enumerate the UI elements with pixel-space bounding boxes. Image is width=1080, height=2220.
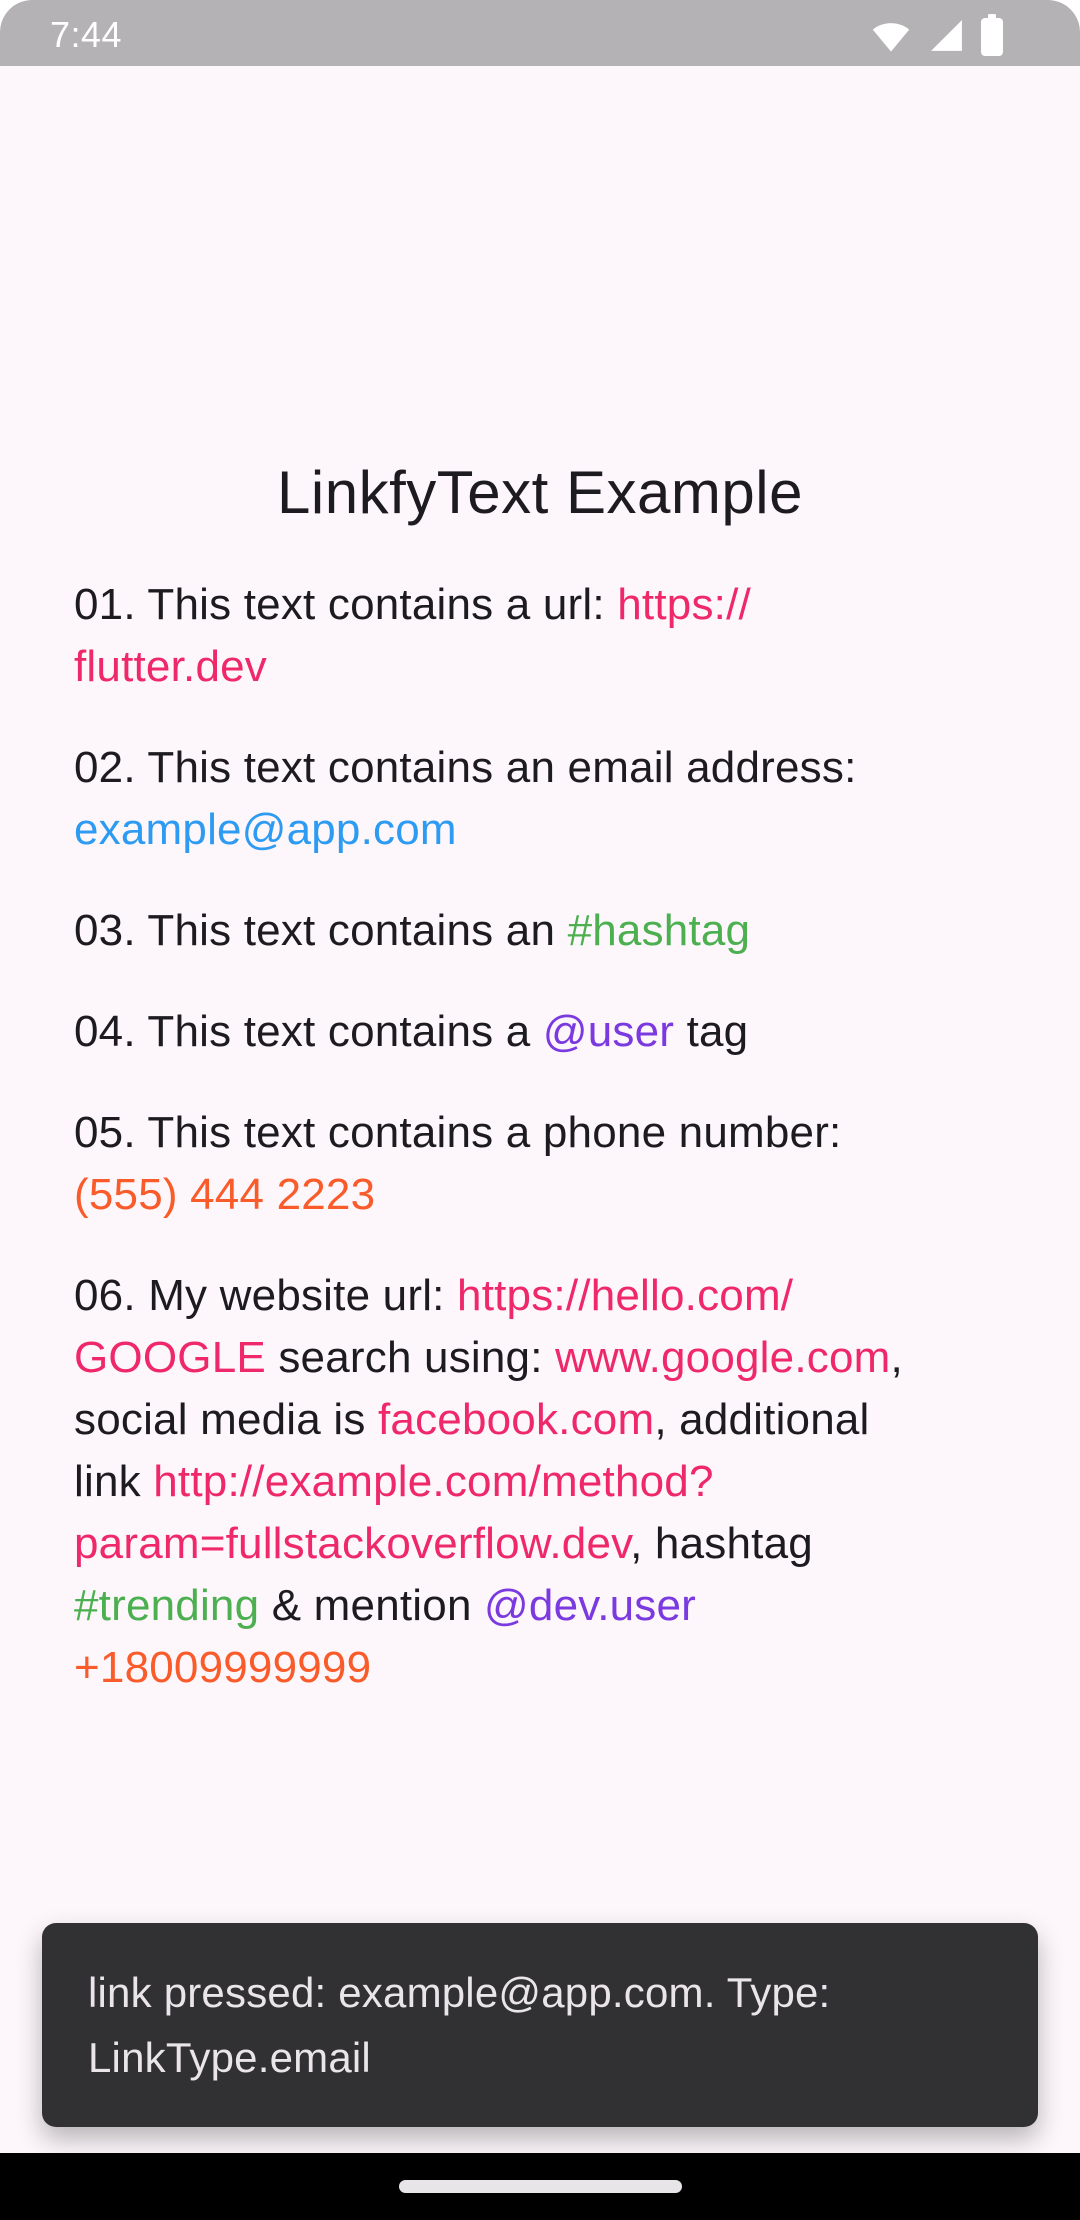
snackbar [42, 1923, 1038, 2127]
email-link[interactable]: example@app.com [74, 805, 457, 854]
text-segment: 01. This text contains a url: [74, 580, 618, 629]
text-segment: 05. This text contains a phone number: [74, 1108, 842, 1157]
status-time: 7:44 [50, 14, 123, 55]
battery-icon [981, 14, 1003, 56]
status-bar [0, 0, 1080, 66]
text-segment: 02. This text contains an email address: [74, 743, 857, 792]
paragraph-06 [74, 1265, 1006, 1699]
url-link[interactable]: flutter.dev [74, 642, 267, 691]
home-indicator[interactable] [399, 2180, 682, 2193]
wifi-icon [870, 18, 912, 52]
text-segment: 03. This text contains an [74, 906, 568, 955]
paragraph-03 [74, 900, 1006, 962]
phone-link[interactable]: +18009999999 [74, 1643, 372, 1692]
text-segment: 06. My website url: [74, 1271, 458, 1320]
hashtag-link[interactable]: #trending [74, 1581, 260, 1630]
text-segment: 04. This text contains a [74, 1007, 543, 1056]
status-icons [870, 14, 1003, 56]
text-segment: search using: [265, 1333, 556, 1382]
url-link[interactable]: GOOGLE [74, 1333, 266, 1382]
text-segment: link [74, 1457, 154, 1506]
text-segment: social media is [74, 1395, 378, 1444]
text-segment: , additional [654, 1395, 870, 1444]
snackbar-line-2: LinkType.email [88, 2034, 371, 2081]
text-segment: tag [674, 1007, 749, 1056]
mention-link[interactable]: @dev.user [484, 1581, 697, 1630]
url-link[interactable]: http://example.com/method? [153, 1457, 714, 1506]
snackbar-message [88, 1960, 830, 2090]
snackbar-line-1: link pressed: example@app.com. Type: [88, 1969, 831, 2016]
url-link[interactable]: https:// [617, 580, 751, 629]
paragraph-02 [74, 737, 1006, 861]
navigation-bar [0, 2153, 1080, 2220]
paragraph-list [74, 574, 1006, 1699]
mention-link[interactable]: @user [542, 1007, 675, 1056]
phone-link[interactable]: (555) 444 2223 [74, 1170, 376, 1219]
text-segment: , hashtag [630, 1519, 813, 1568]
text-segment: & mention [259, 1581, 485, 1630]
main-content [0, 455, 1080, 1699]
paragraph-05 [74, 1102, 1006, 1226]
cellular-signal-icon [928, 17, 965, 54]
page-title: LinkfyText Example [277, 459, 803, 526]
url-link[interactable]: facebook.com [377, 1395, 655, 1444]
paragraph-01 [74, 574, 1006, 698]
text-segment: , [890, 1333, 903, 1382]
url-link[interactable]: www.google.com [555, 1333, 891, 1382]
hashtag-link[interactable]: #hashtag [567, 906, 751, 955]
url-link[interactable]: param=fullstackoverflow.dev [74, 1519, 631, 1568]
url-link[interactable]: https://hello.com/ [457, 1271, 794, 1320]
paragraph-04 [74, 1001, 1006, 1063]
